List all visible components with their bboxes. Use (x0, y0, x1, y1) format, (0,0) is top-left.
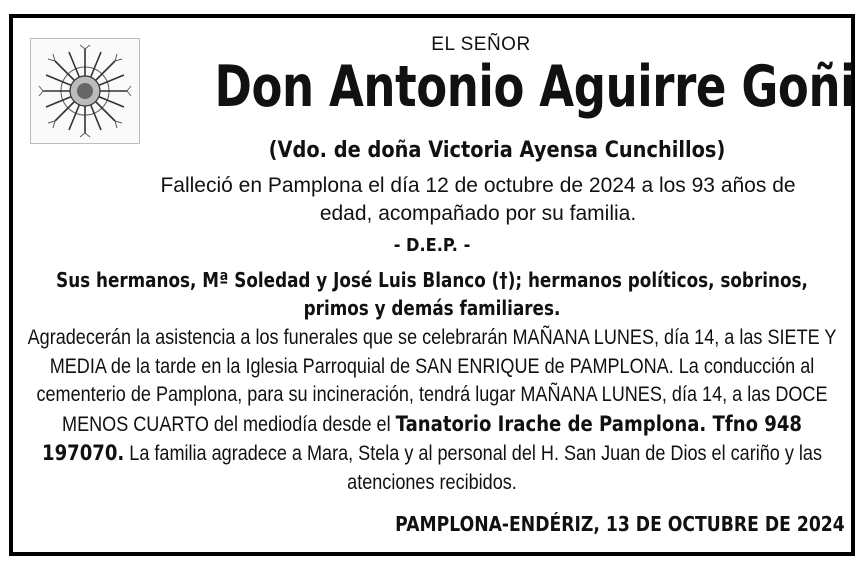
funeral-text-1: Agradecerán la asistencia a los funerales que se celebrarán MAÑANA LUNES, día 14, a las SIETE Y MEDIA de la tarde en la Iglesia Parroquial de SAN ENRIQUE de PAMPLONA. La conducción al cementerio de Pamplona, para su incineración, tendrá lugar MAÑANA LUNES, día 14, a las DOCE MENOS CUARTO del mediodía desde el (27, 326, 837, 436)
thistle-flower-icon (30, 38, 140, 144)
dep-line: - D.E.P. - (393, 235, 471, 256)
obituary-frame (9, 14, 855, 556)
funeral-text-2: La familia agradece a Mara, Stela y al personal del H. San Juan de Dios el cariño y las atenciones recibidos. (124, 442, 822, 494)
funeral-home-contact: Tanatorio Irache de Pamplona. Tfno 948 197070. (42, 411, 802, 465)
funeral-details (24, 324, 839, 497)
place-date: PAMPLONA-ENDÉRIZ, 13 DE OCTUBRE DE 2024 (395, 512, 845, 536)
honorific: EL SEÑOR (431, 34, 531, 55)
deceased-name: Don Antonio Aguirre Goñi (214, 54, 856, 120)
widower-of: (Vdo. de doña Victoria Ayensa Cunchillos) (268, 138, 726, 163)
death-details: Falleció en Pamplona el día 12 de octubre de 2024 a los 93 años de edad, acompañado por su familia. (160, 174, 796, 225)
family-members: Sus hermanos, Mª Soledad y José Luis Blanco (†); hermanos políticos, sobrinos, primos y demás familiares. (56, 268, 808, 320)
